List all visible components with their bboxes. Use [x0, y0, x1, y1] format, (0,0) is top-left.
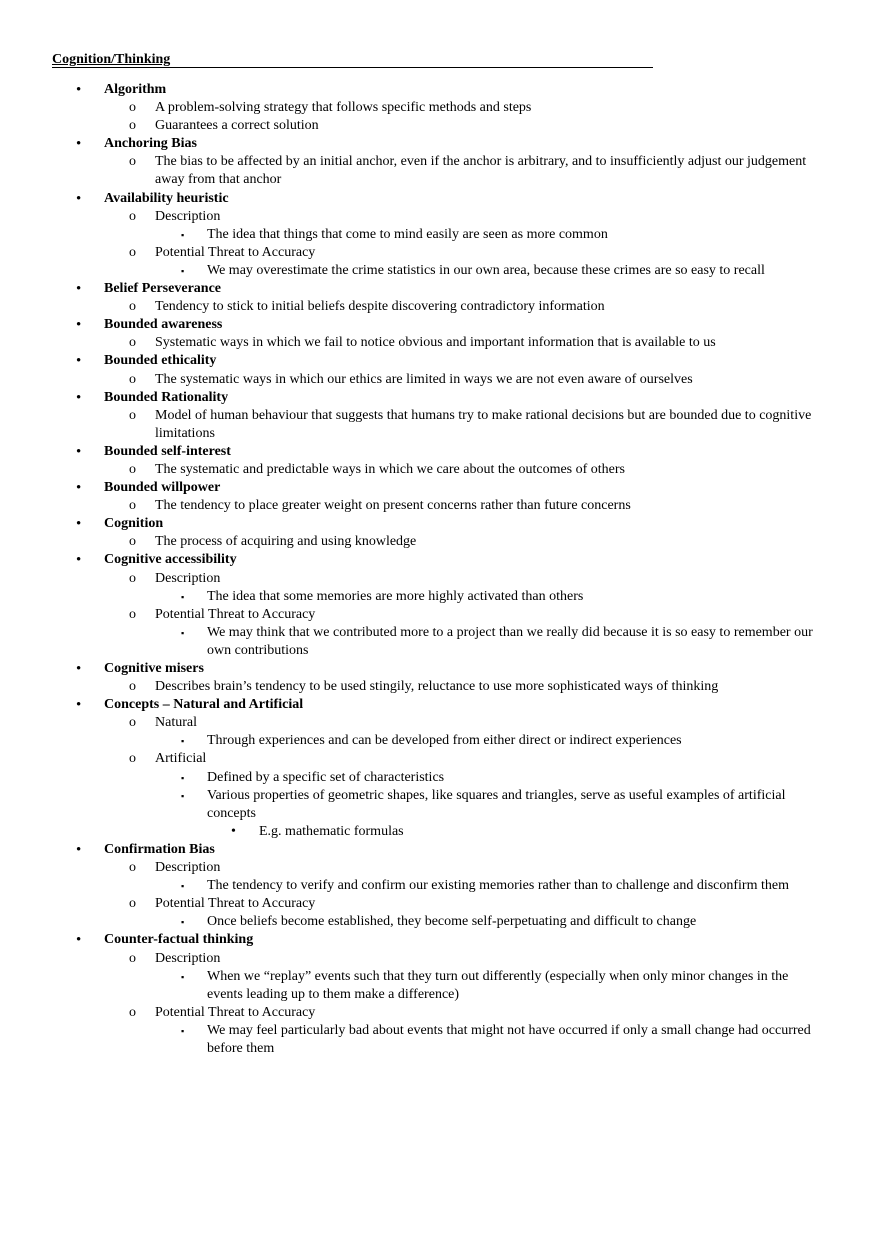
- outline-item-detail: [0, 769, 880, 787]
- definition-text: Natural: [155, 715, 197, 731]
- detail-text: The idea that things that come to mind easily are seen as more common: [207, 226, 608, 242]
- bullet-marker: ▪: [181, 736, 185, 747]
- outline-item-definition: [0, 606, 880, 624]
- outline-item-term: [0, 443, 880, 461]
- term-text: Cognitive misers: [104, 661, 204, 676]
- bullet-marker: •: [76, 552, 82, 569]
- bullet-marker: o: [129, 570, 136, 586]
- definition-text: Guarantees a correct solution: [155, 118, 319, 134]
- bullet-marker: o: [129, 244, 136, 260]
- bullet-marker: o: [129, 715, 136, 731]
- outline-item-example: [0, 823, 880, 841]
- term-text: Bounded Rationality: [104, 389, 229, 405]
- page-title-text: Cognition/Thinking: [52, 52, 171, 67]
- bullet-marker: ▪: [181, 881, 185, 892]
- term-text: Bounded awareness: [104, 317, 223, 333]
- bullet-marker: ▪: [181, 917, 185, 928]
- outline-item-term: [0, 190, 880, 208]
- bullet-marker: o: [129, 751, 136, 767]
- bullet-marker: o: [129, 371, 136, 387]
- detail-text: Once beliefs become established, they become self-perpetuating and difficult to change: [207, 914, 697, 930]
- term-text: Anchoring Bias: [104, 136, 197, 152]
- outline-item-term: [0, 352, 880, 370]
- outline-item-detail: [0, 787, 880, 823]
- definition-text: Potential Threat to Accuracy: [155, 1004, 316, 1020]
- definition-text: Potential Threat to Accuracy: [155, 606, 316, 622]
- outline-item-detail: [0, 968, 880, 1004]
- term-text: Concepts – Natural and Artificial: [104, 697, 304, 713]
- outline-item-definition: [0, 570, 880, 588]
- definition-text: Potential Threat to Accuracy: [155, 896, 316, 912]
- term-text: Cognitive accessibility: [104, 552, 237, 568]
- bullet-marker: o: [129, 335, 136, 351]
- definition-text: The systematic ways in which our ethics are limited in ways we are not even aware of ourselves: [155, 371, 693, 387]
- bullet-marker: •: [231, 823, 236, 839]
- outline-item-definition: [0, 497, 880, 515]
- bullet-marker: •: [76, 841, 82, 858]
- detail-text: Defined by a specific set of characteristics: [207, 769, 445, 785]
- definition-text: The process of acquiring and using knowledge: [155, 534, 417, 550]
- outline-item-definition: [0, 1004, 880, 1022]
- bullet-marker: o: [129, 154, 136, 170]
- outline-item-definition: [0, 895, 880, 913]
- outline-item-definition: [0, 461, 880, 479]
- bullet-marker: •: [76, 136, 82, 153]
- outline-item-definition: [0, 371, 880, 389]
- bullet-marker: ▪: [181, 627, 185, 638]
- outline-item-definition: [0, 208, 880, 226]
- bullet-marker: •: [76, 82, 82, 98]
- outline-item-definition: [0, 244, 880, 262]
- bullet-marker: o: [129, 860, 136, 876]
- bullet-marker: •: [76, 480, 82, 497]
- term-text: Cognition: [104, 516, 164, 532]
- term-text: Algorithm: [104, 82, 167, 97]
- bullet-marker: o: [129, 950, 136, 966]
- bullet-marker: ▪: [181, 971, 185, 982]
- outline-item-term: [0, 81, 880, 99]
- outline-list: [0, 81, 880, 1058]
- outline-item-detail: [0, 877, 880, 895]
- term-text: Belief Perseverance: [104, 281, 221, 297]
- outline-item-term: [0, 515, 880, 533]
- outline-item-detail: [0, 262, 880, 280]
- bullet-marker: o: [129, 1004, 136, 1020]
- outline-item-term: [0, 841, 880, 859]
- term-text: Counter-factual thinking: [104, 932, 254, 948]
- definition-text: Tendency to stick to initial beliefs despite discovering contradictory information: [155, 299, 605, 315]
- outline-item-term: [0, 479, 880, 497]
- bullet-marker: o: [129, 498, 136, 514]
- outline-item-definition: [0, 99, 880, 117]
- bullet-marker: o: [129, 461, 136, 477]
- bullet-marker: o: [129, 606, 136, 622]
- outline-item-definition: [0, 678, 880, 696]
- outline-item-term: [0, 280, 880, 298]
- outline-item-detail: [0, 624, 880, 660]
- definition-text: Systematic ways in which we fail to notice obvious and important information that is available to us: [155, 335, 716, 351]
- detail-text: We may overestimate the crime statistics in our own area, because these crimes are so easy to recall: [207, 262, 765, 278]
- term-text: Availability heuristic: [104, 190, 229, 206]
- bullet-marker: •: [76, 516, 82, 533]
- bullet-marker: •: [76, 353, 82, 370]
- outline-item-definition: [0, 714, 880, 732]
- bullet-marker: •: [76, 443, 82, 460]
- outline-item-term: [0, 316, 880, 334]
- bullet-marker: o: [129, 896, 136, 912]
- detail-text: The tendency to verify and confirm our existing memories rather than to challenge and disconfirm them: [207, 878, 789, 894]
- definition-text: Model of human behaviour that suggests that humans try to make rational decisions but are bounded due to cognitive limitations: [155, 407, 812, 441]
- bullet-marker: o: [129, 299, 136, 315]
- outline-item-definition: [0, 334, 880, 352]
- outline-item-detail: [0, 588, 880, 606]
- definition-text: Description: [155, 860, 221, 876]
- detail-text: Through experiences and can be developed from either direct or indirect experiences: [207, 733, 682, 749]
- outline-item-term: [0, 389, 880, 407]
- page-title: [52, 51, 653, 68]
- definition-text: Describes brain’s tendency to be used stingily, reluctance to use more sophisticated ways of thinking: [155, 679, 719, 695]
- outline-item-definition: [0, 407, 880, 443]
- bullet-marker: o: [129, 679, 136, 695]
- outline-item-definition: [0, 950, 880, 968]
- bullet-marker: •: [76, 190, 82, 207]
- bullet-marker: ▪: [181, 790, 185, 801]
- outline-item-term: [0, 931, 880, 949]
- bullet-marker: o: [129, 100, 136, 116]
- bullet-marker: •: [76, 281, 82, 298]
- definition-text: The systematic and predictable ways in which we care about the outcomes of others: [155, 461, 626, 477]
- bullet-marker: •: [76, 317, 82, 334]
- detail-text: We may feel particularly bad about events that might not have occurred if only a small change had occurred before them: [207, 1022, 811, 1056]
- outline-item-definition: [0, 298, 880, 316]
- term-text: Bounded ethicality: [104, 353, 217, 369]
- outline-item-definition: [0, 859, 880, 877]
- bullet-marker: o: [129, 407, 136, 423]
- outline-item-term: [0, 696, 880, 714]
- definition-text: Description: [155, 570, 221, 586]
- definition-text: A problem-solving strategy that follows specific methods and steps: [155, 100, 532, 116]
- definition-text: Description: [155, 950, 221, 966]
- term-text: Bounded self-interest: [104, 443, 231, 459]
- outline-item-definition: [0, 750, 880, 768]
- outline-item-term: [0, 551, 880, 569]
- bullet-marker: o: [129, 118, 136, 134]
- detail-text: When we “replay” events such that they turn out differently (especially when only minor changes in the events leading up to them make a difference): [207, 968, 789, 1002]
- outline-item-term: [0, 135, 880, 153]
- outline-item-detail: [0, 732, 880, 750]
- detail-text: Various properties of geometric shapes, like squares and triangles, serve as useful examples of artificial concepts: [207, 787, 786, 821]
- outline-item-definition: [0, 533, 880, 551]
- detail-text: The idea that some memories are more highly activated than others: [207, 588, 584, 604]
- outline-item-definition: [0, 153, 880, 189]
- bullet-marker: ▪: [181, 229, 185, 240]
- example-text: E.g. mathematic formulas: [259, 823, 404, 839]
- outline-item-detail: [0, 1022, 880, 1058]
- definition-text: Description: [155, 208, 221, 224]
- bullet-marker: •: [76, 661, 82, 677]
- bullet-marker: •: [76, 932, 82, 949]
- term-text: Bounded willpower: [104, 480, 221, 496]
- bullet-marker: o: [129, 208, 136, 224]
- outline-item-term: [0, 660, 880, 678]
- outline-item-definition: [0, 117, 880, 135]
- bullet-marker: ▪: [181, 265, 185, 276]
- bullet-marker: ▪: [181, 1025, 185, 1036]
- detail-text: We may think that we contributed more to a project than we really did because it is so easy to remember our own contributions: [207, 624, 813, 658]
- term-text: Confirmation Bias: [104, 841, 215, 857]
- bullet-marker: ▪: [181, 591, 185, 602]
- outline-item-detail: [0, 226, 880, 244]
- definition-text: The bias to be affected by an initial anchor, even if the anchor is arbitrary, and to insufficiently adjust our judgement away from that anchor: [155, 154, 807, 188]
- definition-text: Potential Threat to Accuracy: [155, 244, 316, 260]
- bullet-marker: o: [129, 534, 136, 550]
- bullet-marker: •: [76, 389, 82, 406]
- bullet-marker: •: [76, 697, 82, 714]
- definition-text: The tendency to place greater weight on present concerns rather than future concerns: [155, 498, 631, 514]
- bullet-marker: ▪: [181, 772, 185, 783]
- outline-item-detail: [0, 913, 880, 931]
- definition-text: Artificial: [155, 751, 207, 767]
